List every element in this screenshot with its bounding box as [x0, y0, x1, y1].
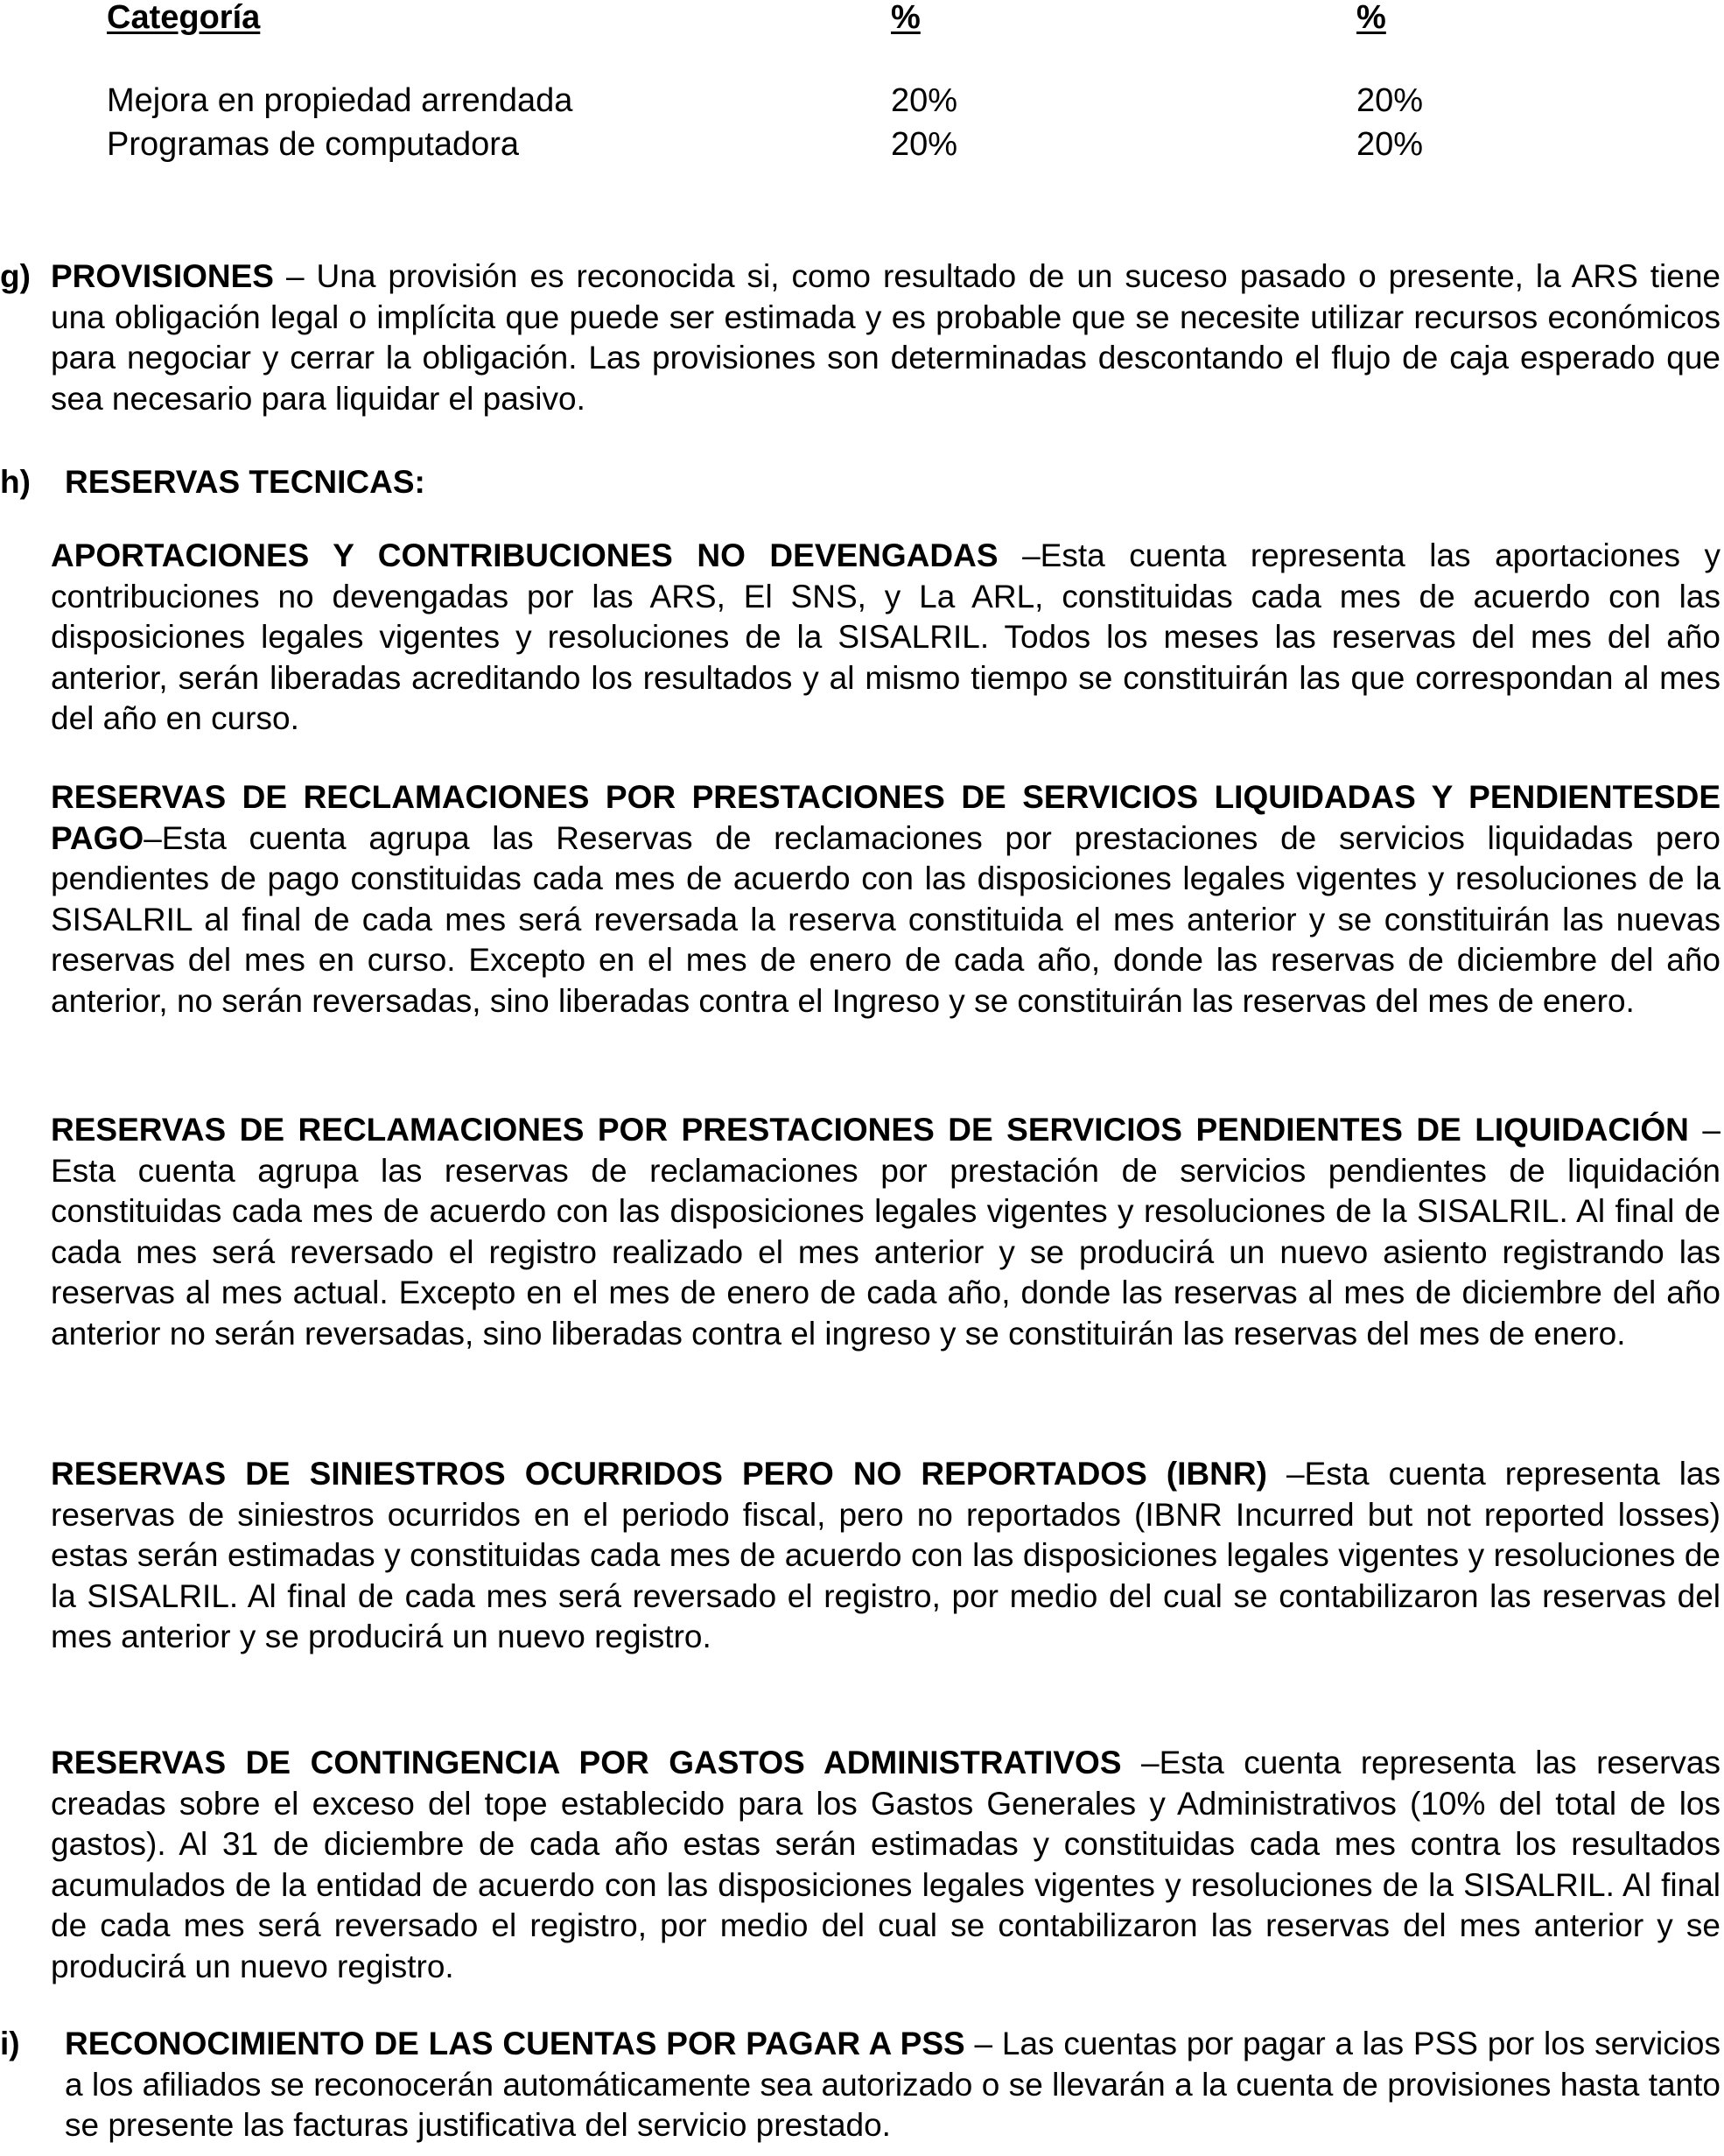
table-row — [0, 79, 1724, 123]
row-percent-2: 20% — [1356, 126, 1424, 163]
section-label: i) — [0, 2026, 20, 2061]
table-header — [0, 0, 1724, 39]
reserve-body: –Esta cuenta representa las reservas de siniestros ocurridos en el periodo fiscal, pero no reportados (IBNR Incurred but not reported losses) estas serán estimadas y constituidas cada mes de acuerdo con las disposiciones legales vigentes y resoluciones de la SISALRIL. Al final de cada mes será reversado el registro, por medio del cual se contabilizaron las reservas del mes anterior y se producirá un nuevo registro. — [51, 1456, 1721, 1654]
reserve-paragraph — [51, 1743, 1720, 1987]
reserve-body: –Esta cuenta agrupa las Reservas de reclamaciones por prestaciones de servicios liquidadas pero pendientes de pago constituidas cada mes de acuerdo con las disposiciones legales vigentes y resoluciones de la SISALRIL al final de cada mes será reversada la reserva constituida el mes anterior y se constituirán las nuevas reservas del mes en curso. Excepto en el mes de enero de cada año, donde las reservas de diciembre del año anterior, no serán reversadas, sino liberadas contra el Ingreso y se constituirán las reservas del mes de enero. — [51, 819, 1720, 1019]
reserve-title: RESERVAS DE RECLAMACIONES POR PRESTACIONES DE SERVICIOS LIQUIDADAS Y PENDIENTESDE PAGO — [51, 779, 1720, 856]
reserve-body: –Esta cuenta representa las reservas creadas sobre el exceso del tope establecido para los Gastos Generales y Administrativos (10% del total de los gastos). Al 31 de diciembre de cada año estas serán estimadas y constituidas cada mes contra los resultados acumulados de la entidad de acuerdo con las disposiciones legales vigentes y resoluciones de la SISALRIL. Al final de cada mes será reversado el registro, por medio del cual se contabilizaron las reservas del mes anterior y se producirá un nuevo registro. — [51, 1745, 1720, 1984]
header-categoria: Categoría — [107, 0, 261, 36]
section-paragraph — [51, 256, 1720, 419]
reserve-paragraph — [51, 1454, 1720, 1658]
section-title: RECONOCIMIENTO DE LAS CUENTAS POR PAGAR A PSS — [65, 2026, 965, 2061]
reserve-paragraph — [51, 777, 1720, 1022]
table-row — [0, 123, 1724, 166]
section-paragraph — [65, 2024, 1720, 2146]
section-label: g) — [0, 258, 31, 294]
section-body: – Una provisión es reconocida si, como resultado de un suceso pasado o presente, la ARS tiene una obligación legal o implícita que puede ser estimada y es probable que se necesite utilizar recursos económicos para negociar y cerrar la obligación. Las provisiones son determinadas descontando el flujo de caja esperado que sea necesario para liquidar el pasivo. — [51, 258, 1720, 417]
reserve-title: RESERVAS DE CONTINGENCIA POR GASTOS ADMINISTRATIVOS — [51, 1745, 1122, 1780]
reserve-title: RESERVAS DE SINIESTROS OCURRIDOS PERO NO REPORTADOS (IBNR) — [51, 1456, 1267, 1492]
reserve-title: APORTACIONES Y CONTRIBUCIONES NO DEVENGADAS — [51, 537, 999, 573]
section-label: h) — [0, 464, 31, 500]
row-category: Mejora en propiedad arrendada — [107, 82, 573, 119]
header-percent-2: % — [1356, 0, 1386, 36]
section-title: PROVISIONES — [51, 258, 274, 294]
row-category: Programas de computadora — [107, 126, 520, 163]
reserve-body: –Esta cuenta agrupa las reservas de reclamaciones por prestación de servicios pendientes de liquidación constituidas cada mes de acuerdo con las disposiciones legales vigentes y resoluciones de la SISALRIL. Al final de cada mes será reversado el registro realizado el mes anterior y se producirá un nuevo asiento registrando las reservas al mes actual. Excepto en el mes de enero de cada año, donde las reservas al mes de diciembre del año anterior no serán reversadas, sino liberadas contra el ingreso y se constituirán las reservas del mes de enero. — [51, 1112, 1720, 1352]
row-percent-1: 20% — [891, 82, 958, 119]
section-body: – Las cuentas por pagar a las PSS por los servicios a los afiliados se reconocerán automáticamente sea autorizado o se llevarán a la cuenta de provisiones hasta tanto se presente las facturas justificativa del servicio prestado. — [65, 2026, 1720, 2143]
reserve-title: RESERVAS DE RECLAMACIONES POR PRESTACIONES DE SERVICIOS PENDIENTES DE LIQUIDACIÓN — [51, 1112, 1689, 1148]
section-title: RESERVAS TECNICAS: — [65, 464, 425, 500]
reserve-paragraph — [51, 1110, 1720, 1354]
header-percent-1: % — [891, 0, 921, 36]
row-percent-1: 20% — [891, 126, 958, 163]
row-percent-2: 20% — [1356, 82, 1424, 119]
reserve-body: –Esta cuenta representa las aportaciones y contribuciones no devengadas por las ARS, El SNS, y La ARL, constituidas cada mes de acuerdo con las disposiciones legales vigentes y resoluciones de la SISALRIL. Todos los meses las reservas del mes del año anterior, serán liberadas acreditando los resultados y al mismo tiempo se constituirán las que correspondan al mes del año en curso. — [51, 537, 1720, 736]
reserve-paragraph — [51, 536, 1720, 740]
